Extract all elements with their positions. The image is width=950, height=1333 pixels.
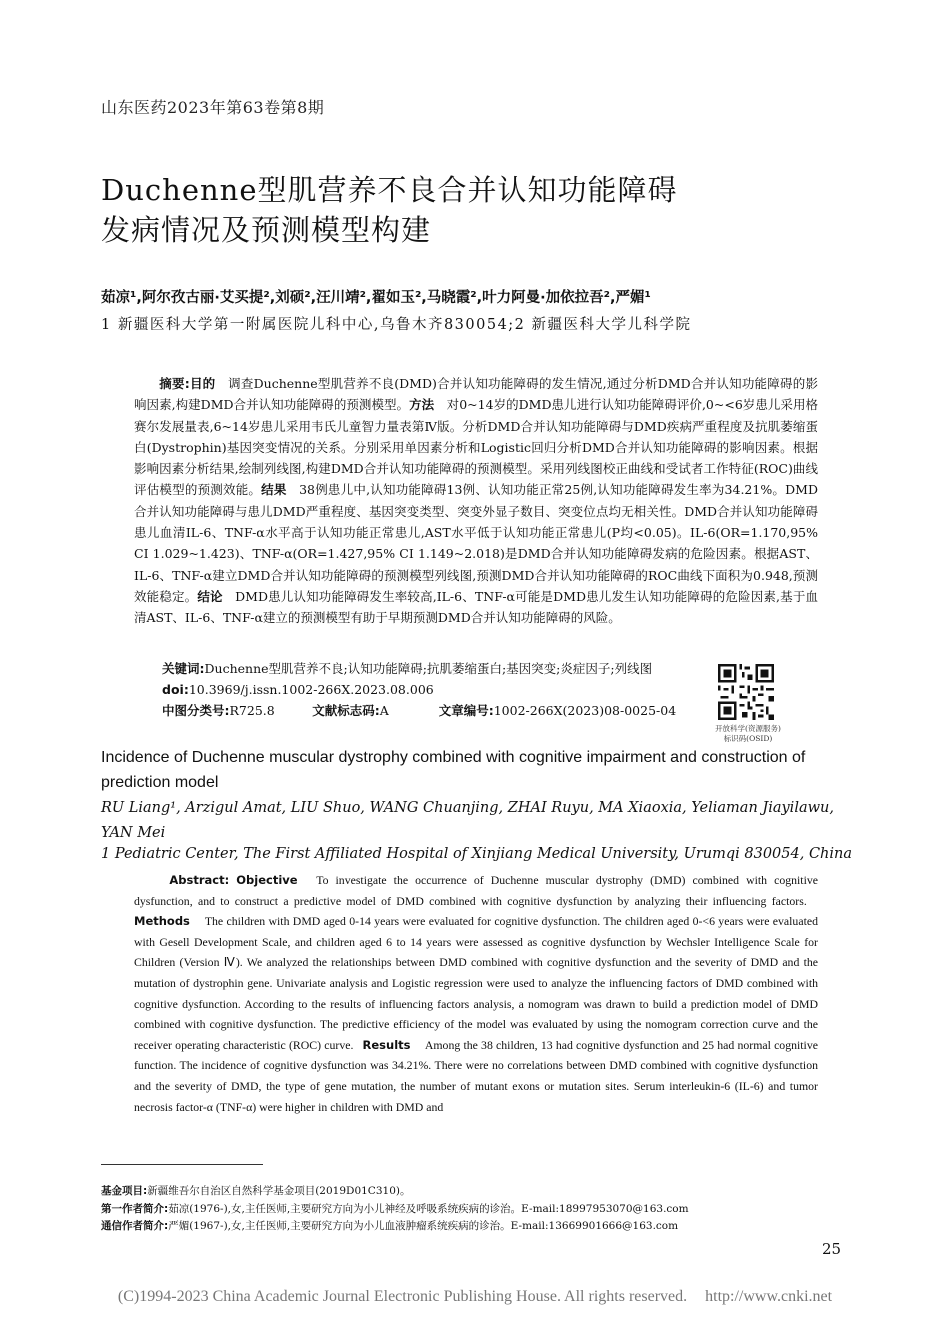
result-label: 结果: [261, 482, 287, 498]
cnki-link[interactable]: http://www.cnki.net: [705, 1288, 833, 1305]
fund-label: 基金项目:: [101, 1185, 148, 1197]
clc-value: R725.8: [229, 703, 275, 718]
journal-header: 山东医药2023年第63卷第8期: [101, 98, 325, 117]
conclusion-label: 结论: [197, 588, 223, 604]
qr-caption: [700, 724, 796, 744]
objective-label-en: Objective: [236, 873, 298, 887]
qr-code-icon[interactable]: [718, 664, 774, 720]
chinese-abstract: [134, 373, 818, 629]
page-number: 25: [822, 1240, 842, 1258]
objective-text-en: To investigate the occurrence of Duchenne muscular dystrophy (DMD) combined with cognitive dysfunction, and to construct a predictive model of DMD combined with cognitive dysfunction by analyzing their influencing factors.: [134, 873, 818, 908]
copyright-notice: [0, 1288, 950, 1306]
footnote-divider: [101, 1164, 263, 1165]
qr-caption-line-2: 标识码(OSID): [723, 734, 773, 743]
first-author-label: 第一作者简介:: [101, 1202, 169, 1215]
result-text-en: Among the 38 children, 13 had cognitive dysfunction and 25 had normal cognitive function. The incidence of cognitive dysfunction was 34.21%. There were no correlations between DMD combined with cognitive dysfunction and the severity of DMD, the type of gene mutation, the number of mutant exons or mutation sites. Serum interleukin-6 (IL-6) and tumor necrosis factor-α (TNF-α) were higher in children with DMD and: [134, 1037, 818, 1114]
article-no-value: 1002-266X(2023)08-0025-04: [493, 703, 677, 718]
first-author-text: 茹凉(1976-),女,主任医师,主要研究方向为小儿神经及呼吸系统疾病的诊治。E-mail:18997953070@163.com: [168, 1202, 689, 1215]
english-title: Incidence of Duchenne muscular dystrophy combined with cognitive impairment and construction of prediction model: [101, 749, 806, 791]
corresponding-author-label: 通信作者简介:: [101, 1220, 169, 1232]
clc-label: 中图分类号:: [162, 703, 230, 718]
footnotes: [101, 1183, 861, 1236]
title-line-1: Duchenne型肌营养不良合并认知功能障碍: [101, 173, 678, 207]
doc-code-label: 文献标志码:: [312, 703, 380, 718]
doi-value[interactable]: 10.3969/j.issn.1002-266X.2023.08.006: [188, 682, 434, 697]
doc-code-value: A: [379, 703, 389, 718]
english-abstract: [134, 870, 818, 1117]
method-text-en: The children with DMD aged 0-14 years were evaluated for cognitive dysfunction. The children aged 0-<6 years were evaluated with Gesell Development Scale, and children aged 6 to 14 years were assessed as cognitive dysfunction by Wechsler Intelligence Scale for Children (Version Ⅳ). We analyzed the relationships between DMD combined with cognitive dysfunction and the severity of DMD and the mutation of dystrophin gene. Univariate analysis and Logistic regression were used to analyze the influencing factors of DMD combined with cognitive dysfunction. According to the results of influencing factors analysis, a nomogram was drawn to build a prediction model of DMD combined with cognitive dysfunction. The predictive efficiency of the model was evaluated by using the nomogram correction curve and the receiver operating characteristic (ROC) curve.: [134, 914, 818, 1052]
fund-text: 新疆维吾尔自治区自然科学基金项目(2019D01C310)。: [147, 1185, 411, 1197]
method-label-en: Methods: [134, 914, 190, 929]
doi-label: doi:: [162, 682, 189, 697]
objective-label: 目的: [189, 376, 216, 391]
abstract-label: 摘要:: [159, 376, 190, 391]
method-text: 对0~14岁的DMD患儿进行认知功能障碍评价,0~<6岁患儿采用格赛尔发展量表,6~14岁患儿采用韦氏儿童智力量表第Ⅳ版。分析DMD合并认知功能障碍与DMD疾病严重程度及抗肌萎缩蛋白(Dystrophin)基因突变情况的关系。分别采用单因素分析和Logistic回归分析DMD合并认知功能障碍的影响因素。根据影响因素分析结果,绘制列线图,构建DMD合并认知功能障碍的预测模型。采用列线图校正曲线和受试者工作特征(ROC)曲线评估模型的预测效能。: [134, 397, 818, 498]
method-label: 方法: [409, 397, 435, 413]
author-list: 茹凉¹,阿尔孜古丽·艾买提²,刘硕²,汪川靖²,翟如玉²,马晓霞²,叶力阿曼·加依拉吾²,严媚¹: [101, 290, 651, 306]
conclusion-text: DMD患儿认知功能障碍发生率较高,IL-6、TNF-α可能是DMD患儿发生认知功能障碍的危险因素,基于血清AST、IL-6、TNF-α建立的预测模型有助于早期预测DMD合并认知功能障碍的风险。: [134, 588, 818, 626]
keywords-block: [162, 658, 722, 721]
keywords-text: Duchenne型肌营养不良;认知功能障碍;抗肌萎缩蛋白;基因突变;炎症因子;列线图: [204, 661, 653, 676]
result-text: 38例患儿中,认知功能障碍13例、认知功能正常25例,认知功能障碍发生率为34.21%。DMD合并认知功能障碍与患儿DMD严重程度、基因突变类型、突变外显子数目、突变位点均无相关性。DMD合并认知功能障碍患儿血清IL-6、TNF-α水平高于认知功能正常患儿,AST水平低于认知功能正常患儿(P均<0.05)。IL-6(OR=1.170,95% CI 1.029~1.423)、TNF-α(OR=1.427,95% CI 1.149~2.018)是DMD合并认知功能障碍发病的危险因素。根据AST、IL-6、TNF-α建立DMD合并认知功能障碍的预测模型列线图,预测DMD合并认知功能障碍的ROC曲线下面积为0.948,预测效能稳定。: [134, 482, 818, 604]
english-affiliation: 1 Pediatric Center, The First Affiliated Hospital of Xinjiang Medical University, Urumqi 830054, China: [101, 846, 853, 862]
english-authors: RU Liang¹, Arzigul Amat, LIU Shuo, WANG Chuanjing, ZHAI Ruyu, MA Xiaoxia, Yeliaman Jiayilawu, YAN Mei: [101, 800, 834, 841]
title-line-2: 发病情况及预测模型构建: [101, 213, 432, 247]
qr-caption-line-1: 开放科学(资源服务): [715, 724, 781, 733]
copyright-text: (C)1994-2023 China Academic Journal Electronic Publishing House. All rights reserved.: [117, 1288, 688, 1305]
objective-text: 调查Duchenne型肌营养不良(DMD)合并认知功能障碍的发生情况,通过分析DMD合并认知功能障碍的影响因素,构建DMD合并认知功能障碍的预测模型。: [134, 376, 818, 413]
keywords-label: 关键词:: [162, 661, 205, 676]
article-no-label: 文章编号:: [438, 703, 494, 718]
result-label-en: Results: [362, 1037, 411, 1052]
article-title: [101, 170, 861, 250]
corresponding-author-text: 严媚(1967-),女,主任医师,主要研究方向为小儿血液肿瘤系统疾病的诊治。E-mail:13669901666@163.com: [168, 1220, 679, 1232]
affiliation: 1 新疆医科大学第一附属医院儿科中心,乌鲁木齐830054;2 新疆医科大学儿科学院: [101, 317, 692, 333]
abstract-label-en: Abstract:: [169, 873, 230, 887]
